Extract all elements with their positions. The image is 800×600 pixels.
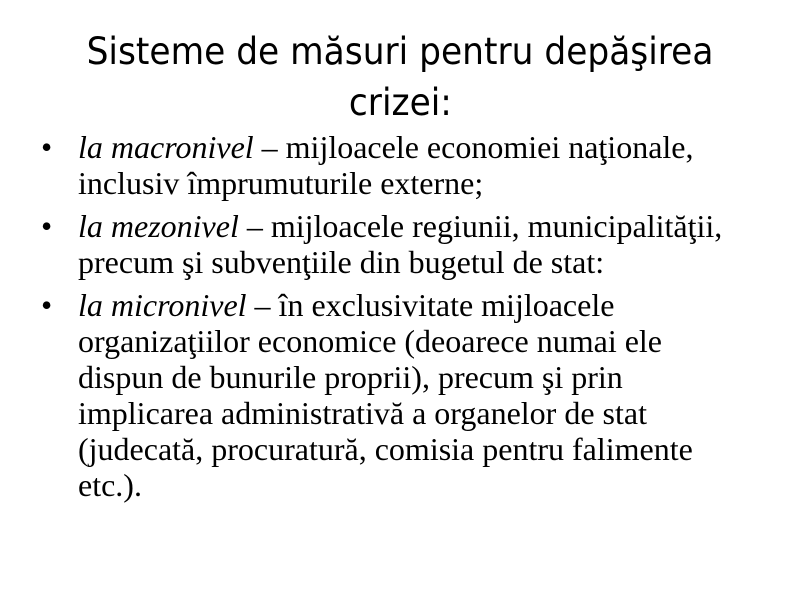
- bullet-line: dispun de bunurile proprii), precum şi prin: [78, 359, 623, 395]
- bullet-line: precum şi subvenţiile din bugetul de stat:: [78, 244, 605, 280]
- bullet-lead-term: la mezonivel: [78, 208, 239, 244]
- bullet-line: [78, 208, 800, 244]
- title-line-text: Sisteme de măsuri pentru depăşirea: [86, 30, 714, 73]
- bullet-text: – mijloacele economiei naţionale,: [261, 129, 694, 165]
- bullet-line: organizaţiilor economice (deoarece numai ele: [78, 323, 662, 359]
- bullet-line: [78, 287, 800, 323]
- bullet-list: [0, 129, 800, 510]
- title-line-text: crizei:: [348, 81, 452, 124]
- title-line: [0, 26, 800, 77]
- bullet-text: – mijloacele regiunii, municipalităţii,: [246, 208, 723, 244]
- bullet-item-micronivel: [0, 287, 800, 503]
- bullet-icon: •: [41, 129, 53, 165]
- bullet-line: (judecată, procuratură, comisia pentru falimente: [78, 431, 693, 467]
- bullet-line: etc.).: [78, 467, 142, 503]
- bullet-line: [78, 129, 800, 165]
- bullet-line: implicarea administrativă a organelor de stat: [78, 395, 647, 431]
- bullet-text: – în exclusivitate mijloacele: [254, 287, 615, 323]
- bullet-lead-term: la macronivel: [78, 129, 254, 165]
- bullet-item-mezonivel: [0, 208, 800, 280]
- bullet-icon: •: [41, 208, 53, 244]
- slide-title: [0, 26, 800, 128]
- bullet-lead-term: la micronivel: [78, 287, 247, 323]
- bullet-item-macronivel: [0, 129, 800, 201]
- bullet-icon: •: [41, 287, 53, 323]
- title-line: [0, 77, 800, 128]
- bullet-line: inclusiv împrumuturile externe;: [78, 165, 484, 201]
